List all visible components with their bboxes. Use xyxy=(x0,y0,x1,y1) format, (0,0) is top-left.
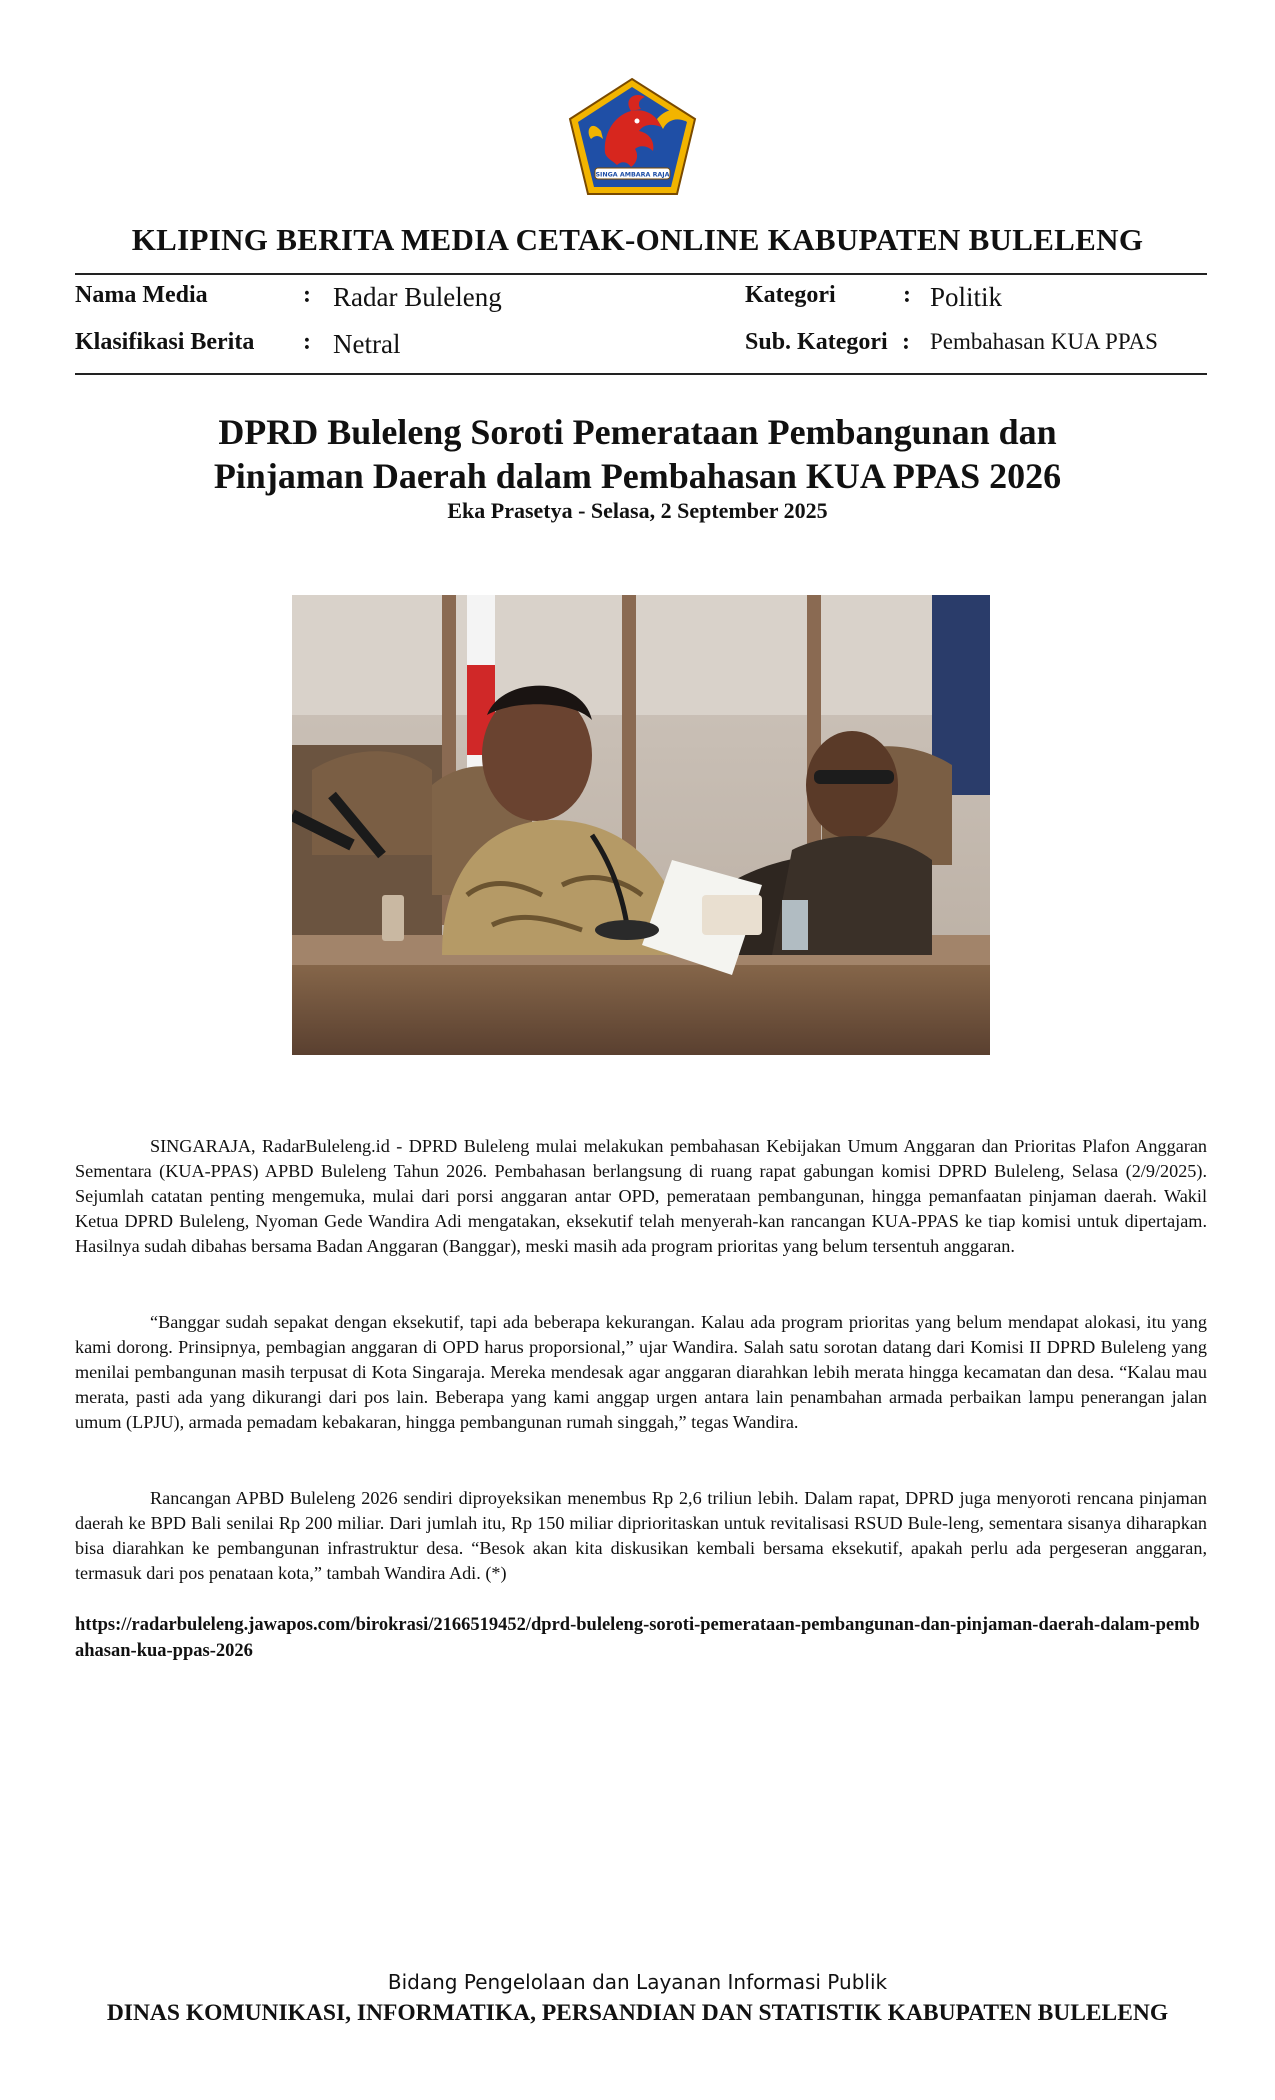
footer-department: Bidang Pengelolaan dan Layanan Informasi Publik xyxy=(387,1970,888,1994)
headline-line-1: DPRD Buleleng Soroti Pemerataan Pembangunan dan xyxy=(218,412,1057,452)
paragraph-text: SINGARAJA, RadarBuleleng.id - DPRD Buleleng mulai melakukan pembahasan Kebijakan Umum Anggaran dan Prioritas Plafon Anggaran Sementara (KUA-PPAS) APBD Buleleng Tahun 2026. Pembahasan berlangsung di ruang rapat gabungan komisi DPRD Buleleng, Selasa (2/9/2025). Sejumlah catatan penting mengemuka, mulai dari porsi anggaran antar OPD, pemerataan pembangunan, hingga pemanfaatan pinjaman daerah. Wakil Ketua DPRD Buleleng, Nyoman Gede Wandira Adi mengatakan, eksekutif telah menyerah-kan rancangan KUA-PPAS ke tiap komisi untuk dipertajam. Hasilnya sudah dibahas bersama Badan Anggaran (Banggar), meski masih ada program prioritas yang belum tersentuh anggaran. xyxy=(75,1136,1207,1256)
classification-colon: : xyxy=(303,329,311,355)
article-headline xyxy=(0,410,1275,498)
bottom-divider xyxy=(75,373,1207,375)
singa-ambara-raja-emblem-icon xyxy=(565,75,700,200)
source-url-link[interactable]: https://radarbuleleng.jawapos.com/birokrasi/2166519452/dprd-buleleng-soroti-pemerataan-pembangunan-dan-pinjaman-daerah-dalam-pembahasan-kua-ppas-2026 xyxy=(75,1615,1200,1661)
paragraph-text: “Banggar sudah sepakat dengan eksekutif, tapi ada beberapa kekurangan. Kalau ada program prioritas yang belum mendapat alokasi, itu yang kami dorong. Prinsipnya, pembagian anggaran di OPD harus proporsional,” ujar Wandira. Salah satu sorotan datang dari Komisi II DPRD Buleleng yang menilai pembangunan masih terpusat di Kota Singaraja. Mereka mendesak agar anggaran diarahkan lebih merata hingga kecamatan dan desa. “Kalau mau merata, pasti ada yang dikurangi dari pos lain. Beberapa yang kami anggap urgen antara lain penambahan armada perbaikan lampu penerangan jalan umum (LPJU), armada pemadam kebakaran, hingga pembangunan rumah singgah,” tegas Wandira. xyxy=(75,1312,1207,1432)
category-colon: : xyxy=(903,282,911,308)
kliping-title: KLIPING BERITA MEDIA CETAK-ONLINE KABUPATEN BULELENG xyxy=(131,222,1144,257)
media-value: Radar Buleleng xyxy=(333,282,502,312)
headline-line-2: Pinjaman Daerah dalam Pembahasan KUA PPAS 2026 xyxy=(213,456,1062,496)
paragraph-text: Rancangan APBD Buleleng 2026 sendiri diproyeksikan menembus Rp 2,6 triliun lebih. Dalam rapat, DPRD juga menyoroti rencana pinjaman daerah ke BPD Bali senilai Rp 200 miliar. Dari jumlah itu, Rp 150 miliar diprioritaskan untuk revitalisasi RSUD Bule-leng, sementara sisanya diharapkan bisa diarahkan ke pembangunan infrastruktur desa. “Besok akan kita diskusikan kembali bersama eksekutif, apakah perlu ada pergeseran anggaran, termasuk dari pos penataan kota,” tambah Wandira Adi. (*) xyxy=(75,1488,1207,1583)
classification-value: Netral xyxy=(333,329,401,359)
media-label: Nama Media xyxy=(75,282,208,308)
emblem-motto: SINGA AMBARA RAJA xyxy=(595,171,670,179)
article-paragraph-3 xyxy=(75,1486,1207,1586)
classification-label: Klasifikasi Berita xyxy=(75,329,255,355)
article-byline: Eka Prasetya - Selasa, 2 September 2025 xyxy=(447,498,828,523)
article-paragraph-1 xyxy=(75,1134,1207,1259)
subcategory-value: Pembahasan KUA PPAS xyxy=(930,329,1158,354)
subcategory-colon: : xyxy=(902,329,910,355)
article-photo xyxy=(292,595,990,1055)
top-divider xyxy=(75,273,1207,275)
article-paragraph-2 xyxy=(75,1310,1207,1435)
media-colon: : xyxy=(303,282,311,308)
category-value: Politik xyxy=(930,282,1003,312)
subcategory-label: Sub. Kategori xyxy=(745,329,888,355)
footer-agency: DINAS KOMUNIKASI, INFORMATIKA, PERSANDIAN DAN STATISTIK KABUPATEN BULELENG xyxy=(106,2000,1169,2026)
category-label: Kategori xyxy=(745,282,836,308)
